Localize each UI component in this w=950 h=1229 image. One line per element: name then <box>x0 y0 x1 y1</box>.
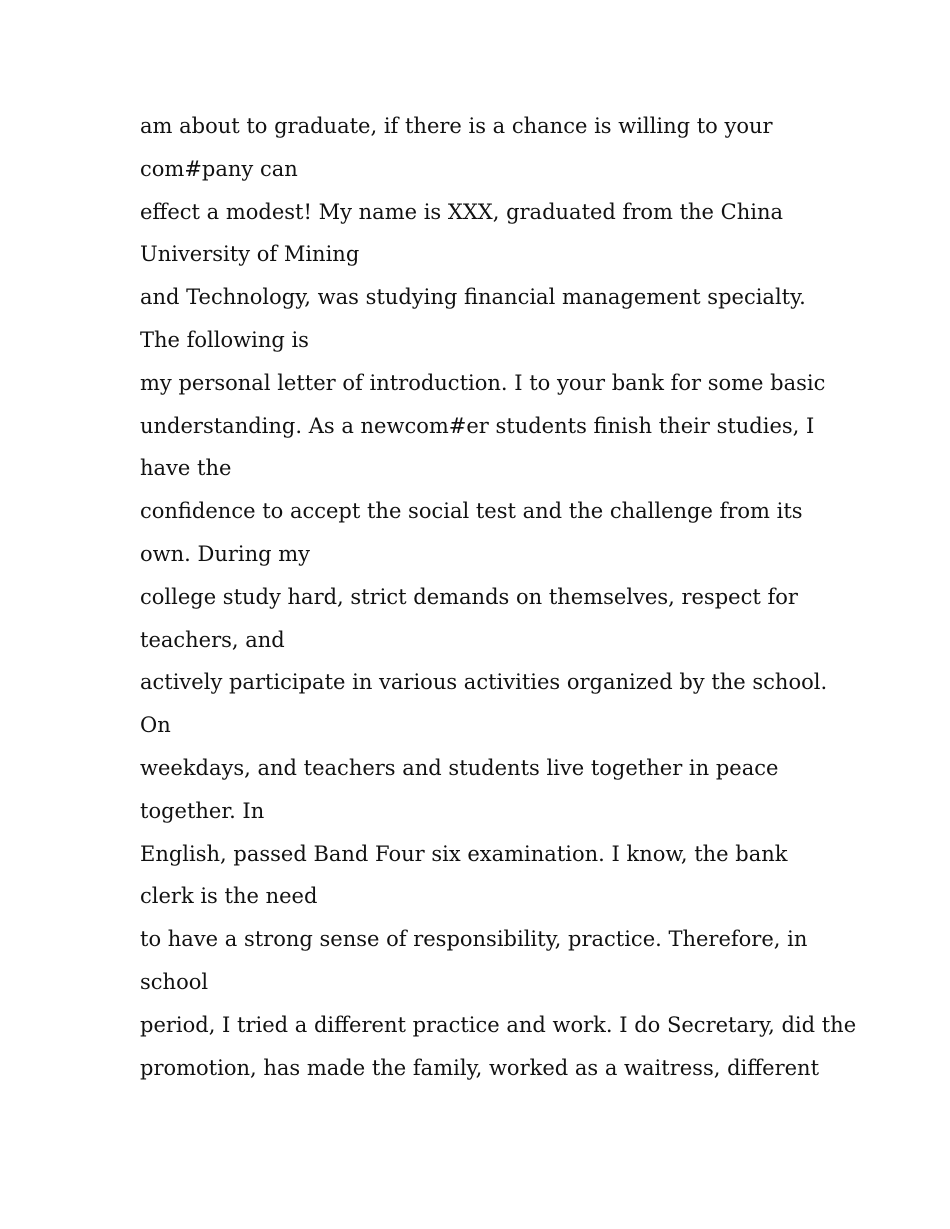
text-line: am about to graduate, if there is a chance is willing to your <box>140 114 773 138</box>
text-line: clerk is the need <box>140 884 318 909</box>
text-line: and Technology, was studying financial management specialty. <box>140 285 806 310</box>
text-line: teachers, and <box>140 627 285 652</box>
text-line: period, I tried a different practice and work. I do Secretary, did the <box>140 1012 857 1037</box>
text-line: have the <box>140 456 232 481</box>
text-line: effect a modest! My name is XXX, graduated from the China <box>140 199 784 224</box>
text-line: On <box>140 713 171 738</box>
text-line: The following is <box>140 327 309 352</box>
text-line: own. During my <box>140 541 311 566</box>
text-line: college study hard, strict demands on themselves, respect for <box>140 584 798 609</box>
text-line: confidence to accept the social test and the challenge from its <box>140 499 803 524</box>
text-line: together. In <box>140 798 265 823</box>
text-line: promotion, has made the family, worked as a waitress, different <box>140 1055 820 1080</box>
text-line: my personal letter of introduction. I to your bank for some basic <box>140 370 826 395</box>
text-line: com#pany can <box>140 156 298 181</box>
text-line: school <box>140 969 209 994</box>
body-text <box>140 105 857 1089</box>
text-line: English, passed Band Four six examination. I know, the bank <box>140 841 788 866</box>
text-line: University of Mining <box>140 242 360 267</box>
text-line: weekdays, and teachers and students live together in peace <box>140 755 779 780</box>
text-line: to have a strong sense of responsibility, practice. Therefore, in <box>140 927 808 952</box>
text-line: actively participate in various activities organized by the school. <box>140 670 828 695</box>
text-line: understanding. As a newcom#er students finish their studies, I <box>140 413 815 438</box>
